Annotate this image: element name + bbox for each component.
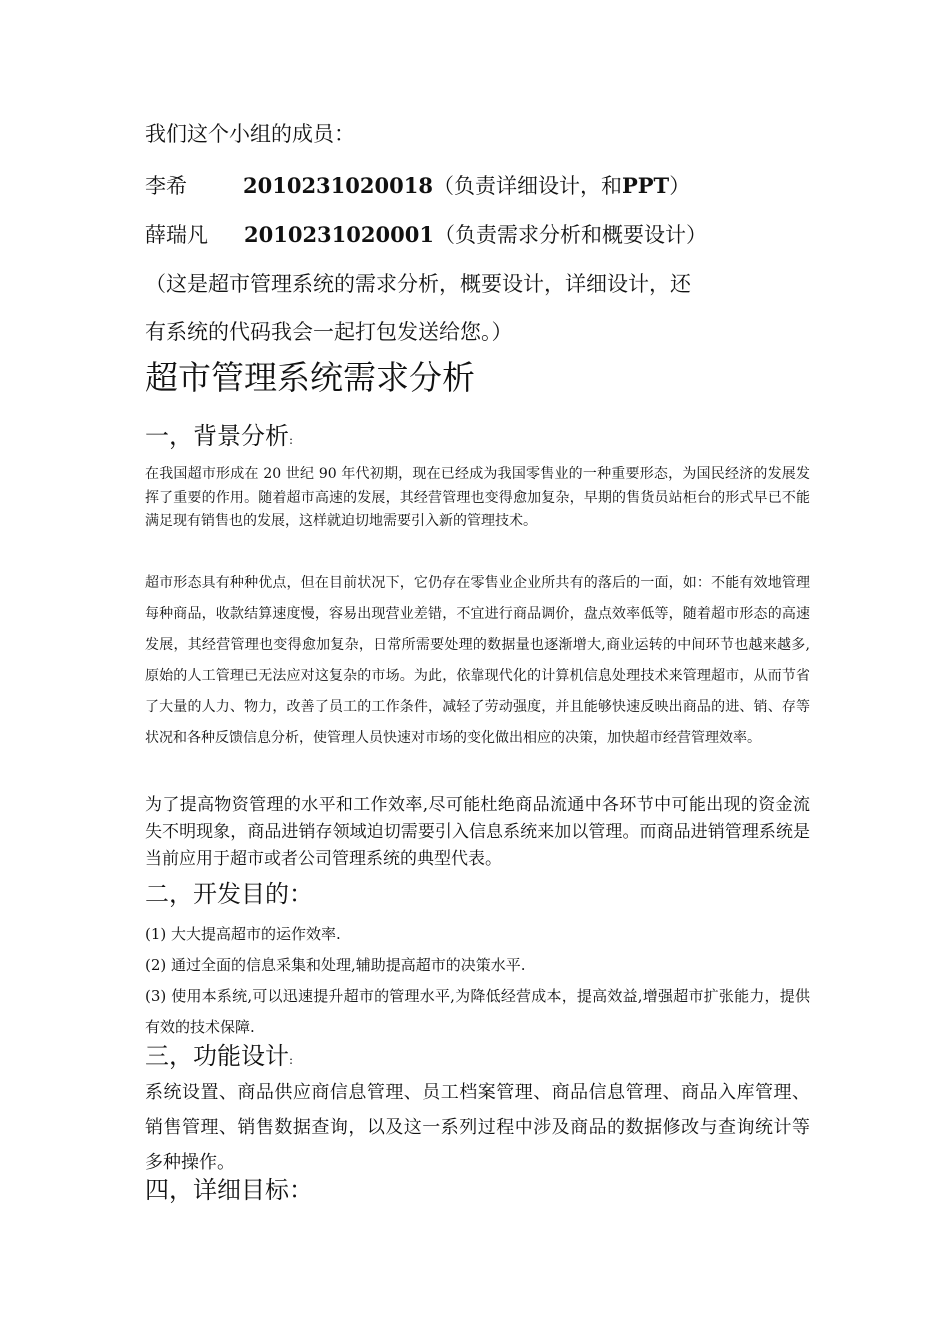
background-paragraph-3: 为了提高物资管理的水平和工作效率,尽可能杜绝商品流通中各环节中可能出现的资金流失不明现象，商品进销存领域迫切需要引入信息系统来加以管理。而商品进销管理系统是当前应用于超市或者公司管理系统的典型代表。 xyxy=(145,795,810,869)
purpose-list xyxy=(145,919,810,1043)
background-paragraph-1: 在我国超市形成在 20 世纪 90 年代初期，现在已经成为我国零售业的一种重要形态，为国民经济的发展发挥了重要的作用。随着超市高速的发展，其经营管理也变得愈加复杂，早期的售货员站柜台的形式早已不能满足现有销售也的发展，这样就迫切地需要引入新的管理技术。 xyxy=(145,466,810,529)
section-heading-goals: 四，详细目标： xyxy=(145,1176,313,1204)
member-name: 薛瑞凡 xyxy=(145,223,208,247)
member-role-end: ） xyxy=(669,174,691,198)
note-line-2: 有系统的代码我会一起打包发送给您。） xyxy=(145,320,513,344)
section-heading-background: 一，背景分析: xyxy=(145,422,294,450)
background-paragraph-2: 超市形态具有种种优点，但在目前状况下，它仍存在零售业企业所共有的落后的一面，如：不能有效地管理每种商品，收款结算速度慢，容易出现营业差错，不宜进行商品调价，盘点效率低等，随着超市形态的高速发展，其经营管理也变得愈加复杂，日常所需要处理的数据量也逐渐增大,商业运转的中间环节也越来越多,原始的人工管理已无法应对这复杂的市场。为此，依靠现代化的计算机信息处理技术来管理超市，从而节省了大量的人力、物力，改善了员工的工作条件，减轻了劳动强度，并且能够快速反映出商品的进、销、存等状况和各种反馈信息分析，使管理人员快速对市场的变化做出相应的决策，加快超市经营管理效率。 xyxy=(145,575,810,746)
member-id: 2010231020001 xyxy=(244,222,434,247)
section-heading-function: 三，功能设计: xyxy=(145,1042,294,1070)
list-item: (2) 通过全面的信息采集和处理,辅助提高超市的决策水平. xyxy=(145,956,526,974)
function-paragraph: 系统设置、商品供应商信息管理、员工档案管理、商品信息管理、商品入库管理、销售管理、销售数据查询，以及这一系列过程中涉及商品的数据修改与查询统计等多种操作。 xyxy=(145,1082,810,1173)
note-line-1: （这是超市管理系统的需求分析，概要设计，详细设计，还 xyxy=(145,272,691,296)
member-role: （负责需求分析和概要设计） xyxy=(433,223,707,247)
document-title: 超市管理系统需求分析 xyxy=(145,358,475,397)
list-item: (1) 大大提高超市的运作效率. xyxy=(145,925,341,943)
list-item: (3) 使用本系统,可以迅速提升超市的管理水平,为降低经营成本，提高效益,增强超市扩张能力，提供有效的技术保障. xyxy=(145,987,810,1036)
member-row-1 xyxy=(145,170,690,200)
members-heading: 我们这个小组的成员： xyxy=(145,122,355,146)
member-name: 李希 xyxy=(145,174,187,198)
member-row-2 xyxy=(145,219,707,249)
member-role: （负责详细设计，和 xyxy=(432,174,622,198)
section-heading-purpose: 二，开发目的： xyxy=(145,880,313,908)
member-id: 2010231020018 xyxy=(243,173,433,198)
member-role-ppt: PPT xyxy=(621,173,670,198)
